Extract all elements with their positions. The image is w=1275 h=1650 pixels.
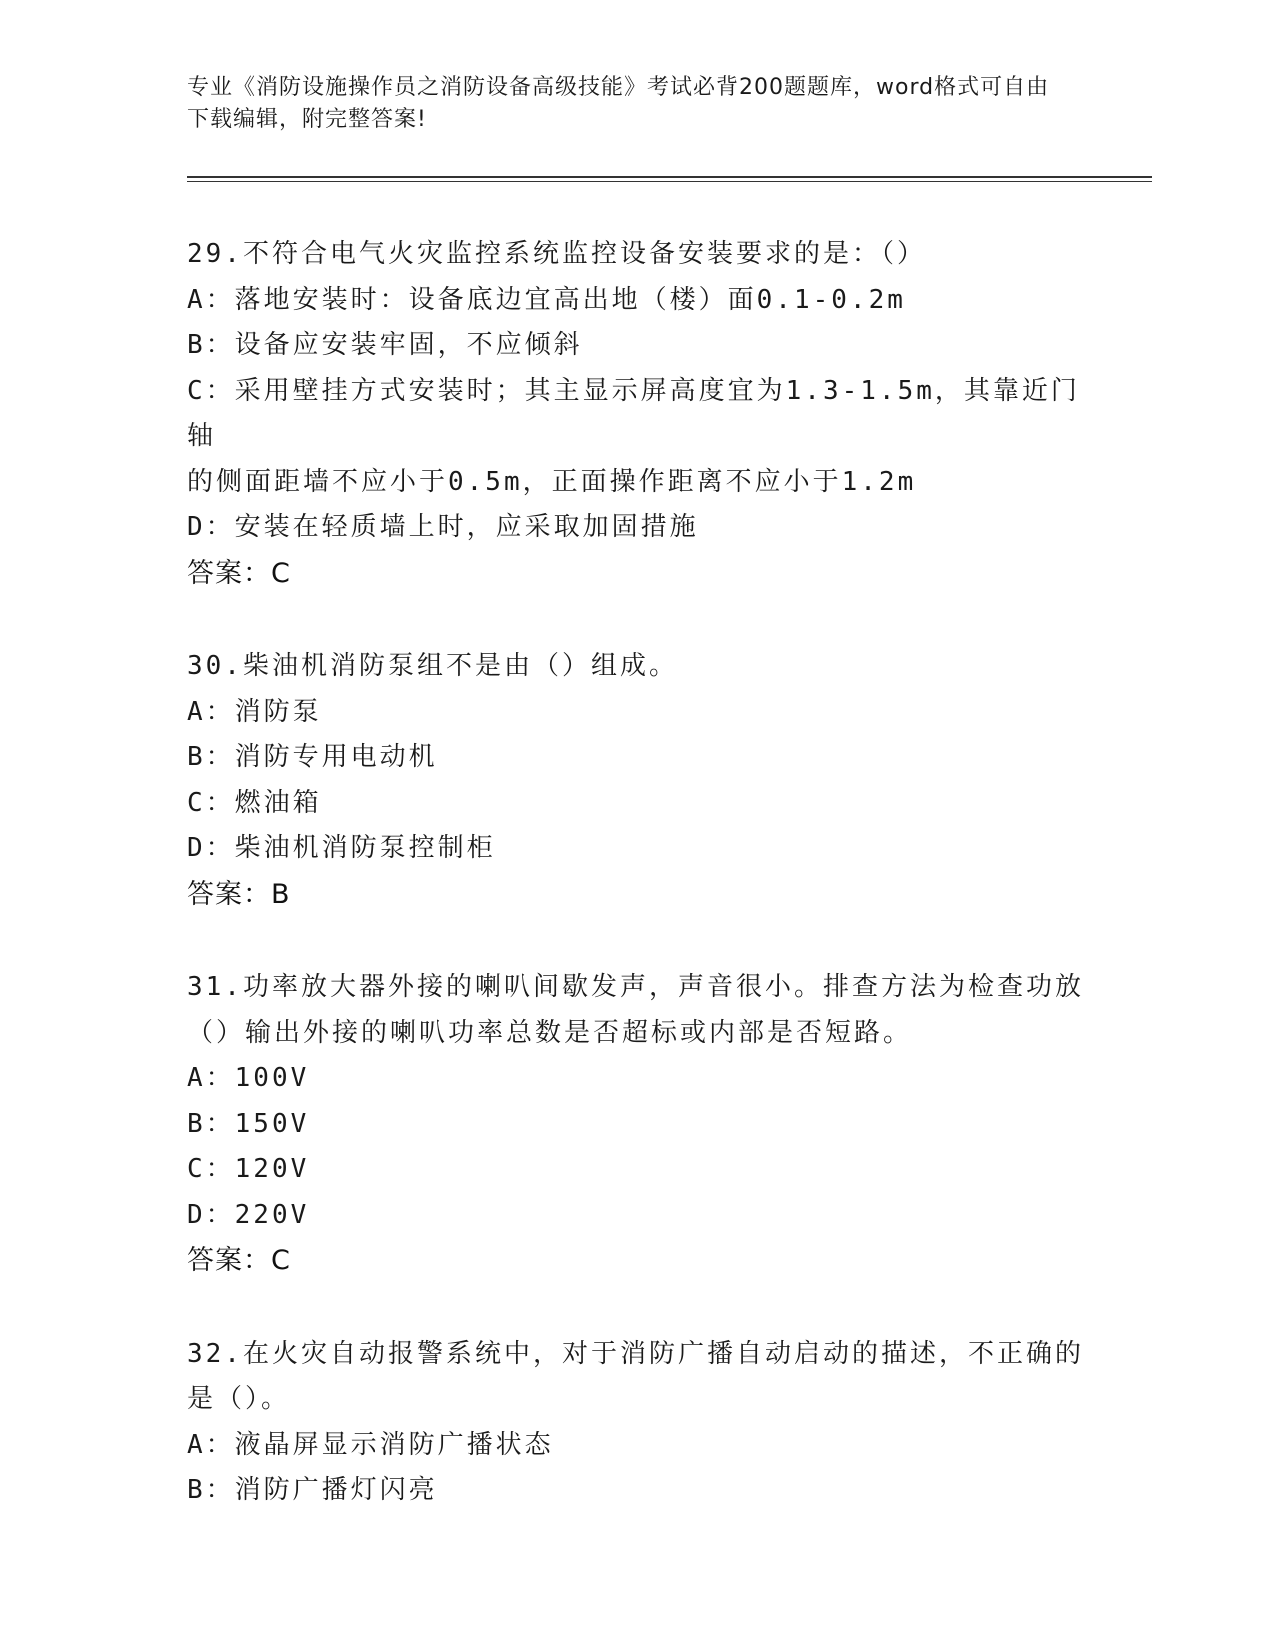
option-c-continued: 的侧面距墙不应小于0.5m，正面操作距离不应小于1.2m xyxy=(187,466,917,497)
option-a: A：落地安装时：设备底边宜高出地（楼）面0.1-0.2m xyxy=(187,284,906,315)
question-29 xyxy=(187,232,1087,596)
option-b: B：设备应安装牢固，不应倾斜 xyxy=(187,330,583,360)
document-header: 专业《消防设施操作员之消防设备高级技能》考试必背200题题库，word格式可自由下载编辑，附完整答案! xyxy=(187,75,1050,132)
question-stem: 29.不符合电气火灾监控系统监控设备安装要求的是：（） xyxy=(187,239,926,269)
question-stem: 30.柴油机消防泵组不是由（）组成。 xyxy=(187,651,678,681)
answer-label: 答案：B xyxy=(187,878,291,910)
question-list xyxy=(187,232,1087,1562)
option-d: D：安装在轻质墙上时，应采取加固措施 xyxy=(187,512,699,542)
answer-label: 答案：C xyxy=(187,557,291,589)
option-b: B：消防广播灯闪亮 xyxy=(187,1475,438,1505)
question-30 xyxy=(187,644,1087,917)
option-c: C：120V xyxy=(187,1154,310,1184)
header-divider xyxy=(187,176,1152,178)
option-b: B：消防专用电动机 xyxy=(187,742,438,772)
question-stem-continued: 是（）。 xyxy=(187,1384,291,1414)
option-c: C：燃油箱 xyxy=(187,787,322,818)
option-c: C：采用壁挂方式安装时；其主显示屏高度宜为1.3-1.5m，其靠近门轴 xyxy=(187,375,1080,451)
option-b: B：150V xyxy=(187,1108,310,1139)
option-d: D：柴油机消防泵控制柜 xyxy=(187,833,496,863)
answer-label: 答案：C xyxy=(187,1245,291,1276)
header-divider-thin xyxy=(187,181,1152,182)
option-a: A：100V xyxy=(187,1063,310,1093)
option-a: A：消防泵 xyxy=(187,696,322,727)
option-a: A：液晶屏显示消防广播状态 xyxy=(187,1429,554,1460)
question-32 xyxy=(187,1332,1087,1514)
question-stem-continued: （）输出外接的喇叭功率总数是否超标或内部是否短路。 xyxy=(187,1017,913,1048)
question-stem: 32.在火灾自动报警系统中，对于消防广播自动启动的描述，不正确的 xyxy=(187,1338,1084,1369)
option-d: D：220V xyxy=(187,1199,310,1230)
question-stem: 31.功率放大器外接的喇叭间歇发声，声音很小。排查方法为检查功放 xyxy=(187,972,1084,1002)
question-31 xyxy=(187,965,1087,1284)
